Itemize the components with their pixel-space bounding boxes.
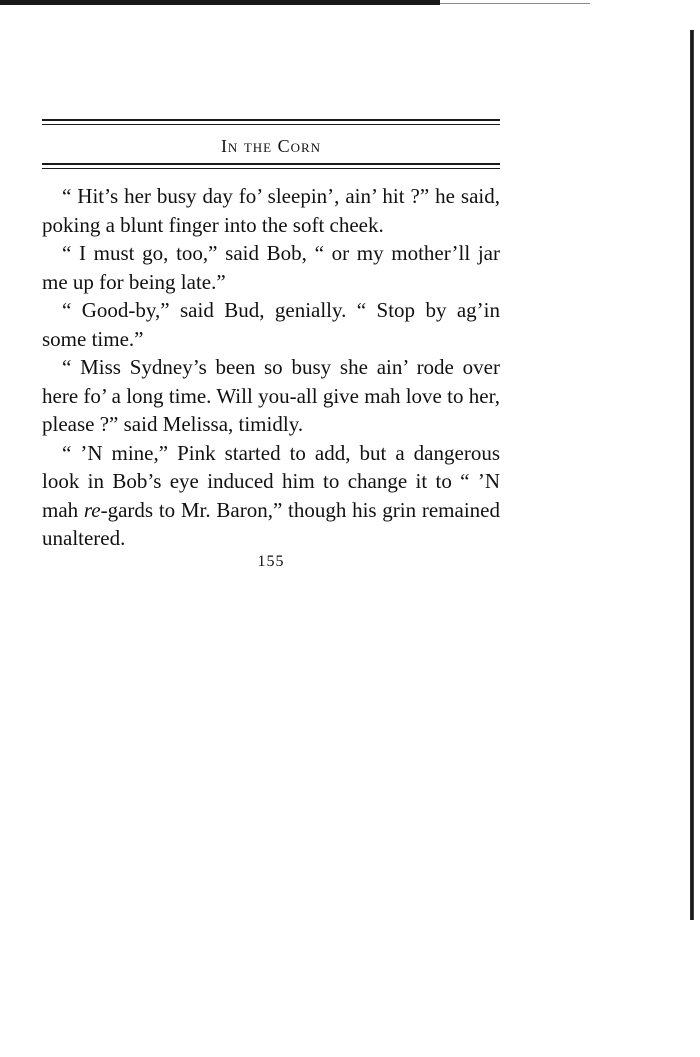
page-header — [42, 119, 500, 169]
page-number: 155 — [257, 553, 285, 570]
header-bottom-rule — [42, 163, 500, 169]
page-right-edge — [690, 30, 694, 920]
paragraph-text: -gards to Mr. Baron,” though his grin remained unaltered. — [42, 497, 500, 550]
italic-text: re — [83, 497, 101, 522]
paragraph: “ Good-by,” said Bud, genially. “ Stop by ag’in some time.” — [42, 298, 500, 351]
page-top-edge — [0, 0, 440, 5]
paragraph: “ Hit’s her busy day fo’ sleepin’, ain’ hit ?” he said, poking a blunt finger into the soft cheek. — [42, 184, 500, 237]
paragraph-last — [42, 439, 500, 553]
page-top-edge-fade — [440, 3, 590, 4]
paragraph: “ I must go, too,” said Bob, “ or my mother’ll jar me up for being late.” — [42, 241, 500, 294]
body-text — [42, 182, 500, 553]
running-title: In the Corn — [220, 136, 322, 156]
paragraph: “ Miss Sydney’s been so busy she ain’ rode over here fo’ a long time. Will you-all give mah love to her, please ?” said Melissa, timidly. — [42, 355, 500, 436]
paragraph-text: “ ’N mine,” Pink started to add, but a dangerous look in Bob’s eye induced him to change it to “ ’N mah — [42, 440, 500, 522]
